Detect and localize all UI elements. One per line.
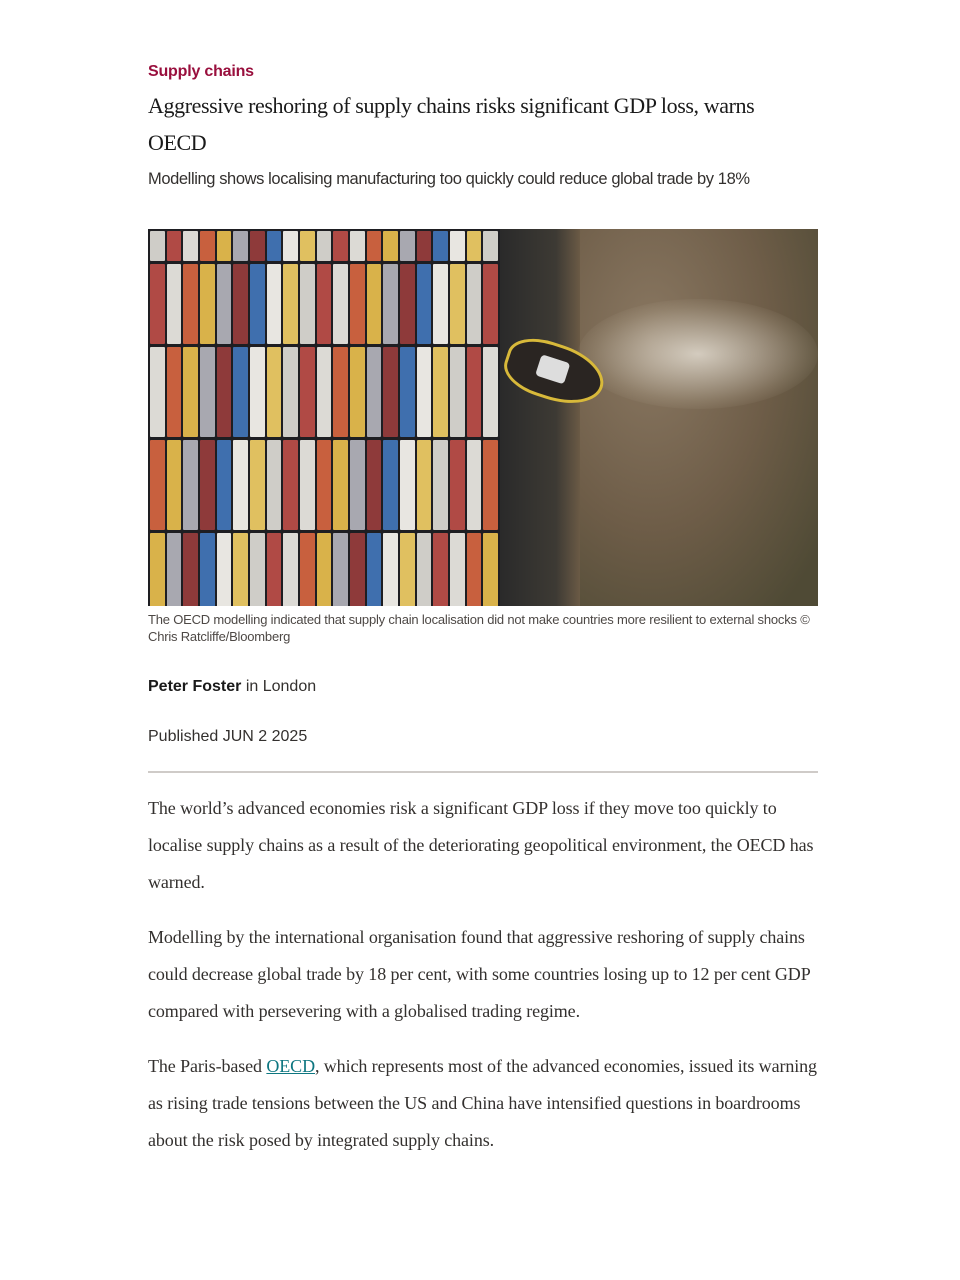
ship-shadow [500,229,580,606]
shipping-container [383,347,398,437]
category-link[interactable]: Supply chains [148,63,254,80]
shipping-container [317,533,332,606]
shipping-container [283,533,298,606]
shipping-container [150,264,165,344]
shipping-container [200,231,215,261]
shipping-container [183,264,198,344]
headline: Aggressive reshoring of supply chains risks significant GDP loss, warns OECD [148,93,755,155]
shipping-container [150,347,165,437]
shipping-container [183,533,198,606]
shipping-container [267,440,282,530]
shipping-container [150,231,165,261]
shipping-container [250,264,265,344]
shipping-container [367,264,382,344]
shipping-container [367,440,382,530]
paragraph: The world’s advanced economies risk a significant GDP loss if they move too quickly to localise supply chains as a result of the deteriorating geopolitical environment, the OECD has warned. [148,798,814,892]
shipping-container [350,533,365,606]
shipping-container [400,264,415,344]
divider [148,771,818,773]
shipping-container [333,264,348,344]
shipping-container [233,347,248,437]
image-caption: The OECD modelling indicated that supply chain localisation did not make countries more resilient to external shocks © Chris Ratcliffe/Bloomberg [148,612,810,644]
shipping-container [217,231,232,261]
shipping-container [267,347,282,437]
shipping-container [300,231,315,261]
shipping-container [367,347,382,437]
shipping-container [183,231,198,261]
shipping-container [200,440,215,530]
shipping-container [417,533,432,606]
shipping-container [467,231,482,261]
shipping-container [167,347,182,437]
shipping-container [483,347,498,437]
shipping-container [317,347,332,437]
shipping-container [400,347,415,437]
shipping-container [267,264,282,344]
shipping-container [233,264,248,344]
boat-wake [578,299,818,409]
shipping-container [250,533,265,606]
shipping-container [467,347,482,437]
shipping-container [217,533,232,606]
shipping-container [417,347,432,437]
shipping-container [150,440,165,530]
shipping-container [450,231,465,261]
shipping-container [383,264,398,344]
shipping-container [383,533,398,606]
paragraph-text: The Paris-based [148,1056,267,1076]
paragraph-text: , which represents most of the advanced economies, issued its warning as rising trade tensions between the US and China have intensified questions in boardrooms about the risk posed by integrated supply chains. [148,1056,817,1150]
shipping-container [483,231,498,261]
shipping-container [217,264,232,344]
shipping-container [200,264,215,344]
shipping-container [450,264,465,344]
shipping-container [483,440,498,530]
shipping-container [433,347,448,437]
shipping-container [283,347,298,437]
oecd-link[interactable]: OECD [266,1056,315,1076]
shipping-container [367,533,382,606]
shipping-container [317,264,332,344]
shipping-container [333,533,348,606]
shipping-container [283,231,298,261]
shipping-container [400,533,415,606]
shipping-container [450,533,465,606]
shipping-container [417,231,432,261]
shipping-container [167,533,182,606]
shipping-container [183,347,198,437]
shipping-container [167,231,182,261]
shipping-container [400,231,415,261]
author-link[interactable]: Peter Foster [148,678,242,695]
published-date: Published JUN 2 2025 [148,728,308,745]
shipping-container [267,533,282,606]
shipping-container [467,440,482,530]
shipping-container [200,347,215,437]
shipping-container [350,231,365,261]
shipping-container [383,231,398,261]
paragraph: Modelling by the international organisation found that aggressive reshoring of supply chains could decrease global trade by 18 per cent, with some countries losing up to 12 per cent GDP compared with persevering with a globalised trading regime. [148,927,810,1021]
shipping-container [233,231,248,261]
shipping-container [483,533,498,606]
byline-location: in London [241,678,317,695]
shipping-container [333,231,348,261]
shipping-container [333,440,348,530]
shipping-container [250,231,265,261]
shipping-container [483,264,498,344]
shipping-container [433,440,448,530]
shipping-container [217,347,232,437]
shipping-container [267,231,282,261]
shipping-container [300,533,315,606]
shipping-container [300,347,315,437]
paragraph [148,1048,818,1159]
shipping-container [233,440,248,530]
water [580,229,818,606]
shipping-container [400,440,415,530]
shipping-container [417,440,432,530]
article-body [148,790,818,1177]
shipping-container [250,347,265,437]
shipping-container [183,440,198,530]
standfirst: Modelling shows localising manufacturing too quickly could reduce global trade by 18% [148,170,750,188]
shipping-container [283,264,298,344]
shipping-container [200,533,215,606]
shipping-container [467,264,482,344]
shipping-container [250,440,265,530]
shipping-container [450,347,465,437]
shipping-container [450,440,465,530]
shipping-container [167,440,182,530]
shipping-container [217,440,232,530]
shipping-container [333,347,348,437]
shipping-container [300,264,315,344]
shipping-container [433,264,448,344]
shipping-container [233,533,248,606]
shipping-container [383,440,398,530]
shipping-container [283,440,298,530]
hero-image [148,229,818,606]
shipping-container [467,533,482,606]
shipping-container [317,440,332,530]
shipping-container [433,231,448,261]
shipping-container [350,440,365,530]
shipping-container [350,264,365,344]
shipping-container [350,347,365,437]
shipping-container [167,264,182,344]
shipping-container [367,231,382,261]
byline [148,678,316,696]
shipping-container [150,533,165,606]
shipping-container [417,264,432,344]
shipping-container [317,231,332,261]
container-ship [148,229,500,606]
shipping-container [300,440,315,530]
shipping-container [433,533,448,606]
